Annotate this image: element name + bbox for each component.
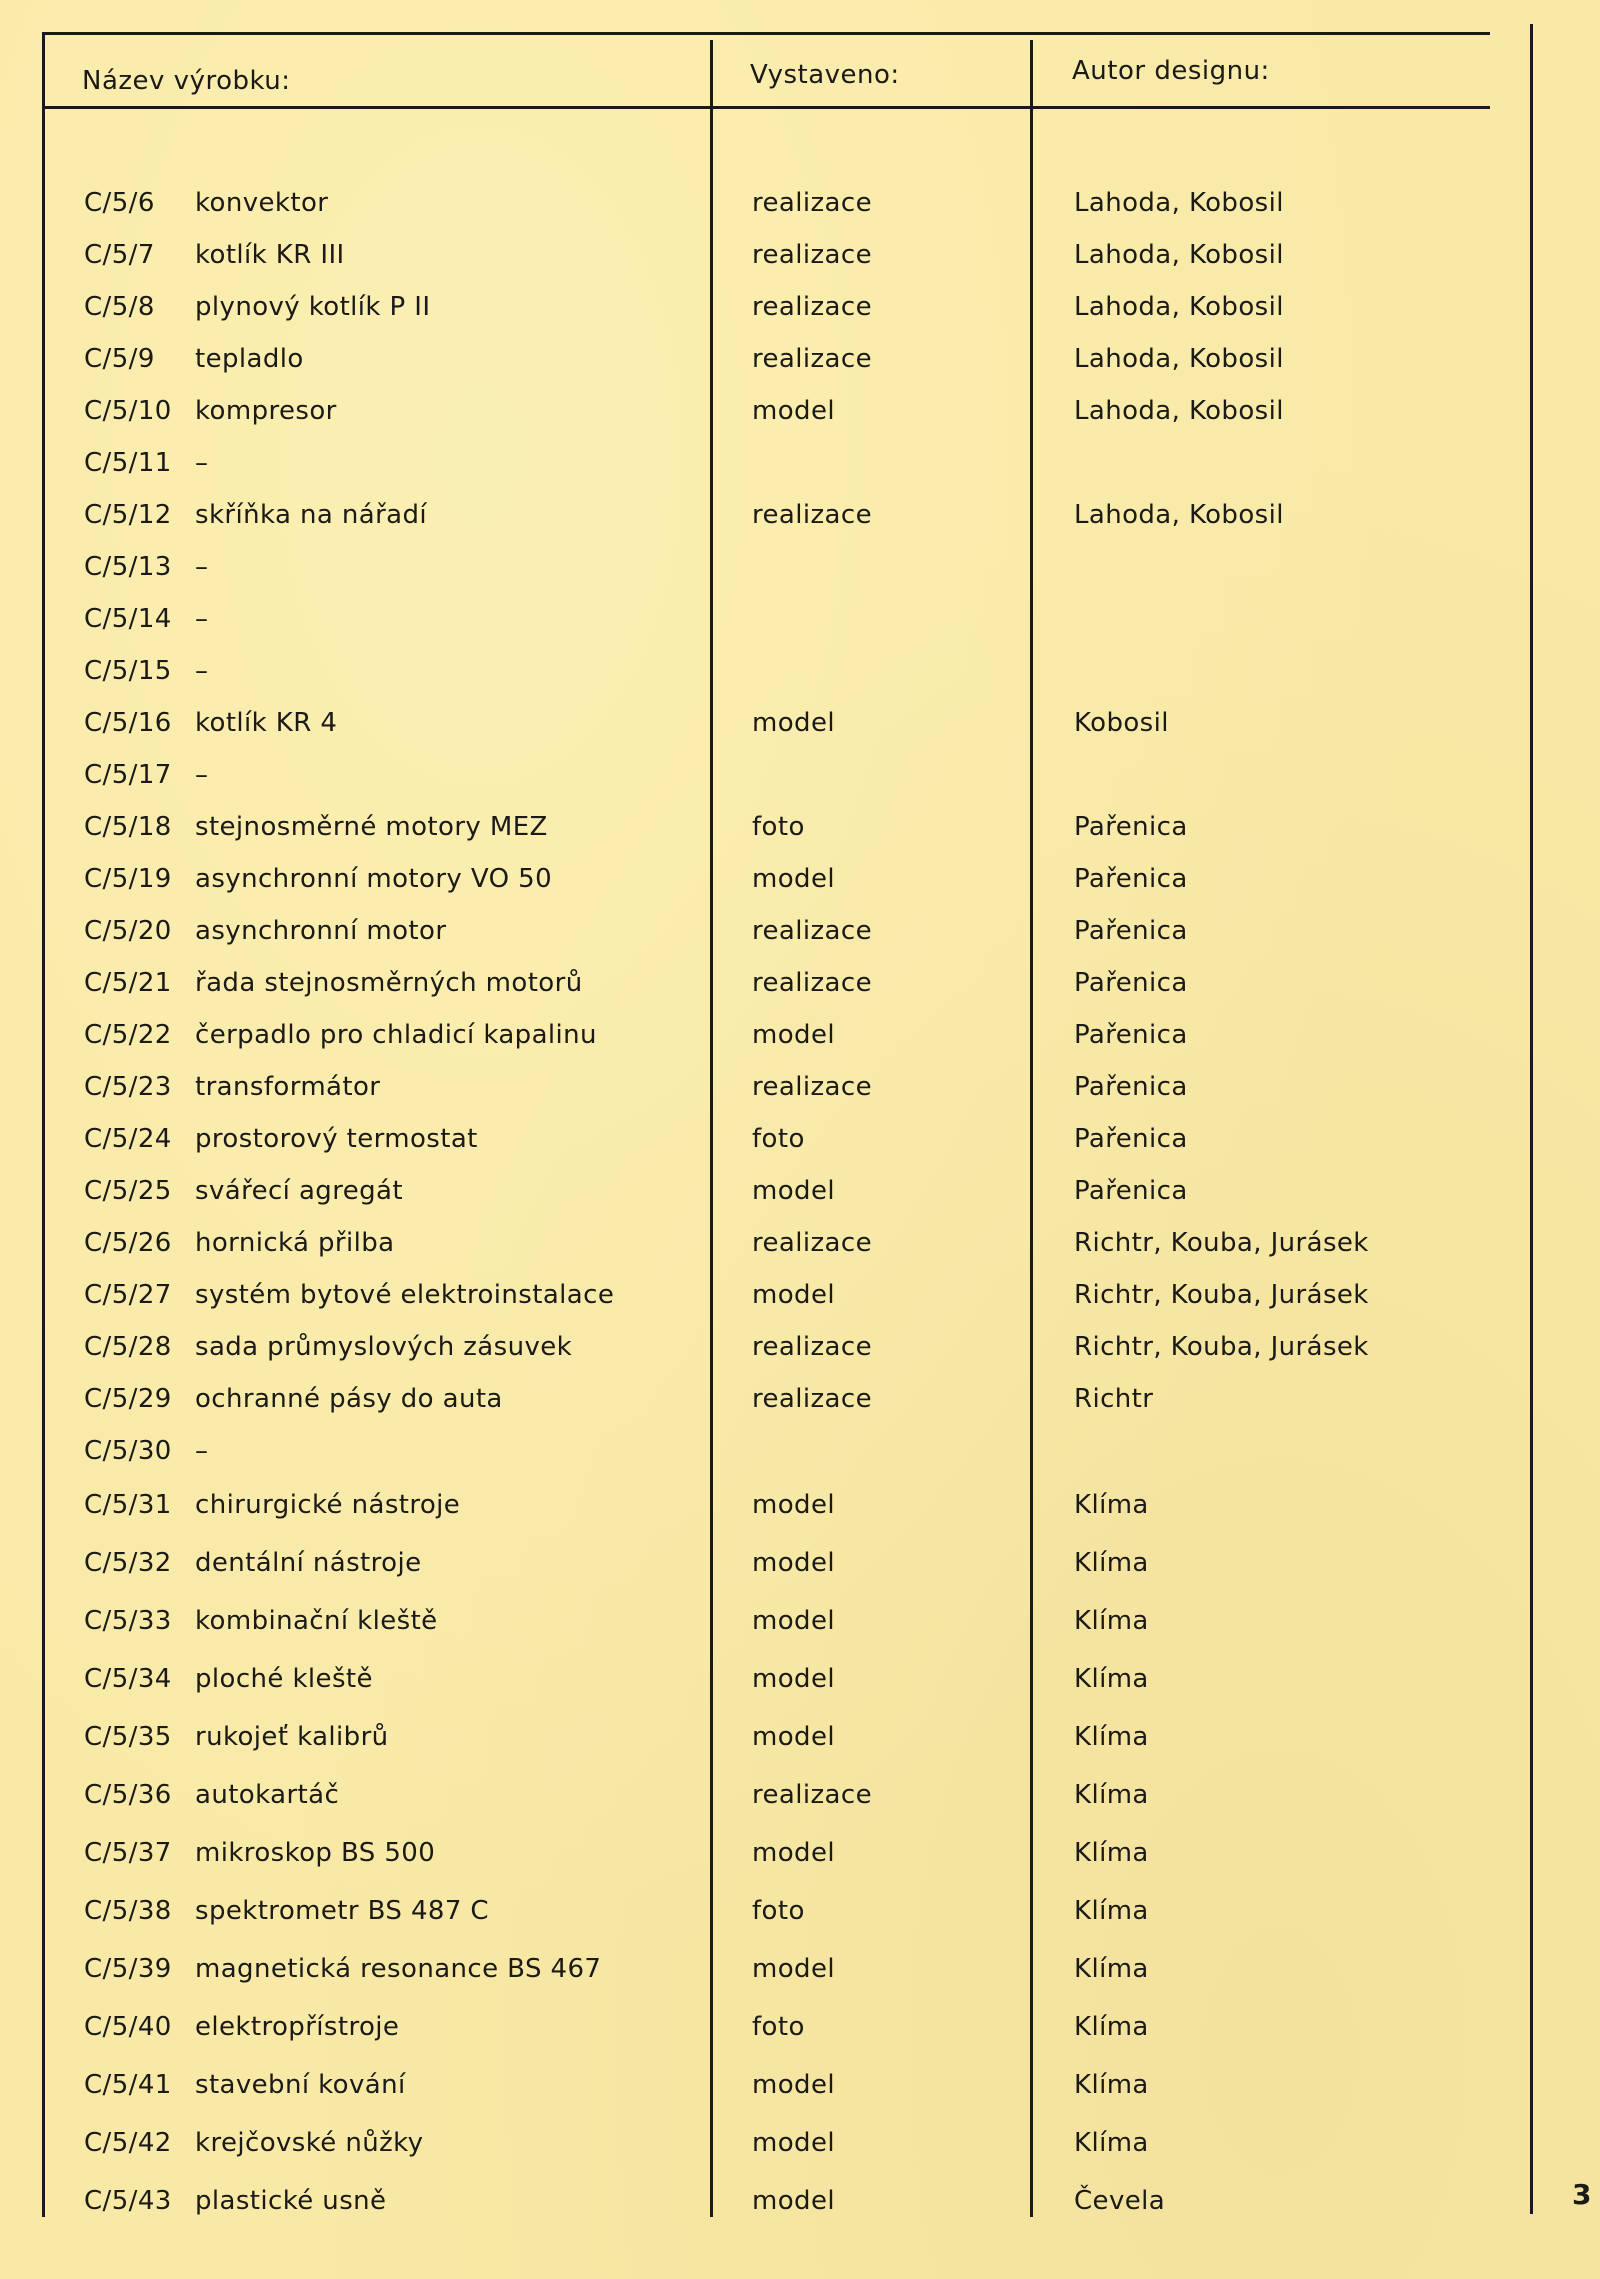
- item-code: C/5/20: [84, 916, 172, 946]
- table-row: [0, 552, 1600, 592]
- product-name: –: [195, 448, 209, 478]
- design-author: Klíma: [1074, 1838, 1149, 1868]
- item-code: C/5/38: [84, 1896, 172, 1926]
- exhibited-type: model: [752, 1176, 835, 1206]
- item-code: C/5/17: [84, 760, 172, 790]
- item-code: C/5/14: [84, 604, 172, 634]
- item-code: C/5/16: [84, 708, 172, 738]
- item-code: C/5/35: [84, 1722, 172, 1752]
- design-author: Lahoda, Kobosil: [1074, 240, 1284, 270]
- table-row: [0, 760, 1600, 800]
- table-row: [0, 1280, 1600, 1320]
- header-design-author: Autor designu:: [1072, 56, 1270, 86]
- design-author: Pařenica: [1074, 916, 1188, 946]
- table-row: [0, 1384, 1600, 1424]
- table-row: [0, 1072, 1600, 1112]
- item-code: C/5/39: [84, 1954, 172, 1984]
- table-row: [0, 1436, 1600, 1476]
- product-name: plynový kotlík P II: [195, 292, 431, 322]
- table-row: [0, 1838, 1600, 1878]
- table-row: [0, 1606, 1600, 1646]
- table-row: [0, 864, 1600, 904]
- table-row: [0, 1176, 1600, 1216]
- item-code: C/5/23: [84, 1072, 172, 1102]
- table-row: [0, 2186, 1600, 2226]
- exhibited-type: realizace: [752, 240, 872, 270]
- page-number: 3: [1572, 2178, 1592, 2211]
- exhibited-type: realizace: [752, 292, 872, 322]
- table-row: [0, 1664, 1600, 1704]
- product-name: kotlík KR 4: [195, 708, 338, 738]
- exhibited-type: model: [752, 864, 835, 894]
- table-row: [0, 396, 1600, 436]
- table-row: [0, 2128, 1600, 2168]
- item-code: C/5/29: [84, 1384, 172, 1414]
- item-code: C/5/33: [84, 1606, 172, 1636]
- header-bottom-rule: [42, 106, 1490, 109]
- exhibited-type: realizace: [752, 1072, 872, 1102]
- design-author: Richtr, Kouba, Jurásek: [1074, 1280, 1369, 1310]
- product-name: ploché kleště: [195, 1664, 373, 1694]
- product-name: řada stejnosměrných motorů: [195, 968, 583, 998]
- exhibited-type: model: [752, 1722, 835, 1752]
- design-author: Lahoda, Kobosil: [1074, 344, 1284, 374]
- product-name: skříňka na nářadí: [195, 500, 428, 530]
- exhibited-type: realizace: [752, 1228, 872, 1258]
- exhibited-type: model: [752, 1490, 835, 1520]
- table-row: [0, 916, 1600, 956]
- product-name: kombinační kleště: [195, 1606, 438, 1636]
- exhibited-type: foto: [752, 812, 805, 842]
- product-name: plastické usně: [195, 2186, 387, 2216]
- table-row: [0, 1954, 1600, 1994]
- table-row: [0, 344, 1600, 384]
- product-name: stejnosměrné motory MEZ: [195, 812, 548, 842]
- design-author: Pařenica: [1074, 968, 1188, 998]
- table-row: [0, 1896, 1600, 1936]
- design-author: Klíma: [1074, 1954, 1149, 1984]
- table-row: [0, 1020, 1600, 1060]
- product-name: hornická přilba: [195, 1228, 395, 1258]
- design-author: Klíma: [1074, 2070, 1149, 2100]
- exhibited-type: realizace: [752, 188, 872, 218]
- item-code: C/5/15: [84, 656, 172, 686]
- design-author: Klíma: [1074, 1606, 1149, 1636]
- product-name: kotlík KR III: [195, 240, 345, 270]
- item-code: C/5/30: [84, 1436, 172, 1466]
- design-author: Lahoda, Kobosil: [1074, 500, 1284, 530]
- item-code: C/5/12: [84, 500, 172, 530]
- table-row: [0, 1490, 1600, 1530]
- item-code: C/5/42: [84, 2128, 172, 2158]
- product-name: mikroskop BS 500: [195, 1838, 436, 1868]
- item-code: C/5/6: [84, 188, 155, 218]
- item-code: C/5/8: [84, 292, 155, 322]
- table-row: [0, 448, 1600, 488]
- product-name: prostorový termostat: [195, 1124, 478, 1154]
- item-code: C/5/43: [84, 2186, 172, 2216]
- exhibited-type: foto: [752, 1124, 805, 1154]
- product-name: –: [195, 656, 209, 686]
- table-row: [0, 2012, 1600, 2052]
- product-name: asynchronní motory VO 50: [195, 864, 553, 894]
- design-author: Klíma: [1074, 2012, 1149, 2042]
- table-row: [0, 656, 1600, 696]
- product-name: spektrometr BS 487 C: [195, 1896, 489, 1926]
- item-code: C/5/31: [84, 1490, 172, 1520]
- item-code: C/5/11: [84, 448, 172, 478]
- product-name: stavební kování: [195, 2070, 406, 2100]
- header-exhibited: Vystaveno:: [750, 60, 900, 90]
- item-code: C/5/21: [84, 968, 172, 998]
- exhibited-type: realizace: [752, 916, 872, 946]
- exhibited-type: model: [752, 2186, 835, 2216]
- product-name: systém bytové elektroinstalace: [195, 1280, 615, 1310]
- design-author: Klíma: [1074, 1780, 1149, 1810]
- product-name: –: [195, 552, 209, 582]
- exhibited-type: realizace: [752, 1332, 872, 1362]
- item-code: C/5/26: [84, 1228, 172, 1258]
- design-author: Pařenica: [1074, 1072, 1188, 1102]
- exhibited-type: realizace: [752, 344, 872, 374]
- design-author: Čevela: [1074, 2186, 1166, 2216]
- exhibited-type: model: [752, 1548, 835, 1578]
- item-code: C/5/22: [84, 1020, 172, 1050]
- exhibited-type: realizace: [752, 968, 872, 998]
- item-code: C/5/9: [84, 344, 155, 374]
- product-name: svářecí agregát: [195, 1176, 403, 1206]
- design-author: Pařenica: [1074, 812, 1188, 842]
- exhibited-type: foto: [752, 1896, 805, 1926]
- product-name: magnetická resonance BS 467: [195, 1954, 602, 1984]
- design-author: Pařenica: [1074, 1124, 1188, 1154]
- table-row: [0, 604, 1600, 644]
- product-name: elektropřístroje: [195, 2012, 400, 2042]
- product-name: tepladlo: [195, 344, 304, 374]
- product-name: čerpadlo pro chladicí kapalinu: [195, 1020, 597, 1050]
- product-name: asynchronní motor: [195, 916, 447, 946]
- product-name: –: [195, 1436, 209, 1466]
- header-top-rule: [42, 32, 1490, 35]
- product-name: sada průmyslových zásuvek: [195, 1332, 573, 1362]
- item-code: C/5/25: [84, 1176, 172, 1206]
- design-author: Klíma: [1074, 1722, 1149, 1752]
- table-row: [0, 1228, 1600, 1268]
- item-code: C/5/40: [84, 2012, 172, 2042]
- item-code: C/5/32: [84, 1548, 172, 1578]
- design-author: Lahoda, Kobosil: [1074, 292, 1284, 322]
- design-author: Richtr: [1074, 1384, 1154, 1414]
- table-row: [0, 968, 1600, 1008]
- product-name: konvektor: [195, 188, 329, 218]
- table-row: [0, 1124, 1600, 1164]
- item-code: C/5/13: [84, 552, 172, 582]
- table-row: [0, 708, 1600, 748]
- design-author: Kobosil: [1074, 708, 1169, 738]
- item-code: C/5/34: [84, 1664, 172, 1694]
- design-author: Klíma: [1074, 1664, 1149, 1694]
- product-name: dentální nástroje: [195, 1548, 422, 1578]
- design-author: Richtr, Kouba, Jurásek: [1074, 1228, 1369, 1258]
- design-author: Pařenica: [1074, 864, 1188, 894]
- item-code: C/5/36: [84, 1780, 172, 1810]
- design-author: Klíma: [1074, 1548, 1149, 1578]
- exhibited-type: model: [752, 1838, 835, 1868]
- exhibited-type: model: [752, 2128, 835, 2158]
- table-row: [0, 2070, 1600, 2110]
- item-code: C/5/10: [84, 396, 172, 426]
- design-author: Klíma: [1074, 1896, 1149, 1926]
- product-name: autokartáč: [195, 1780, 340, 1810]
- header-product-name: Název výrobku:: [82, 66, 291, 96]
- item-code: C/5/7: [84, 240, 155, 270]
- item-code: C/5/24: [84, 1124, 172, 1154]
- table-row: [0, 292, 1600, 332]
- table-row: [0, 500, 1600, 540]
- exhibited-type: model: [752, 1606, 835, 1636]
- exhibited-type: model: [752, 1280, 835, 1310]
- product-name: transformátor: [195, 1072, 381, 1102]
- exhibited-type: foto: [752, 2012, 805, 2042]
- design-author: Lahoda, Kobosil: [1074, 396, 1284, 426]
- product-name: ochranné pásy do auta: [195, 1384, 503, 1414]
- item-code: C/5/18: [84, 812, 172, 842]
- table-row: [0, 812, 1600, 852]
- exhibited-type: model: [752, 1020, 835, 1050]
- table-row: [0, 188, 1600, 228]
- exhibited-type: model: [752, 708, 835, 738]
- exhibited-type: model: [752, 2070, 835, 2100]
- table-row: [0, 1780, 1600, 1820]
- item-code: C/5/41: [84, 2070, 172, 2100]
- design-author: Pařenica: [1074, 1020, 1188, 1050]
- product-name: –: [195, 604, 209, 634]
- item-code: C/5/19: [84, 864, 172, 894]
- product-name: chirurgické nástroje: [195, 1490, 461, 1520]
- exhibited-type: realizace: [752, 500, 872, 530]
- product-name: rukojeť kalibrů: [195, 1722, 389, 1752]
- product-name: krejčovské nůžky: [195, 2128, 424, 2158]
- item-code: C/5/28: [84, 1332, 172, 1362]
- design-author: Pařenica: [1074, 1176, 1188, 1206]
- exhibited-type: model: [752, 396, 835, 426]
- design-author: Lahoda, Kobosil: [1074, 188, 1284, 218]
- product-name: –: [195, 760, 209, 790]
- item-code: C/5/27: [84, 1280, 172, 1310]
- exhibited-type: model: [752, 1664, 835, 1694]
- table-row: [0, 1548, 1600, 1588]
- exhibited-type: realizace: [752, 1780, 872, 1810]
- exhibited-type: model: [752, 1954, 835, 1984]
- table-row: [0, 240, 1600, 280]
- design-author: Klíma: [1074, 2128, 1149, 2158]
- product-name: kompresor: [195, 396, 337, 426]
- table-row: [0, 1722, 1600, 1762]
- exhibited-type: realizace: [752, 1384, 872, 1414]
- design-author: Klíma: [1074, 1490, 1149, 1520]
- table-row: [0, 1332, 1600, 1372]
- item-code: C/5/37: [84, 1838, 172, 1868]
- design-author: Richtr, Kouba, Jurásek: [1074, 1332, 1369, 1362]
